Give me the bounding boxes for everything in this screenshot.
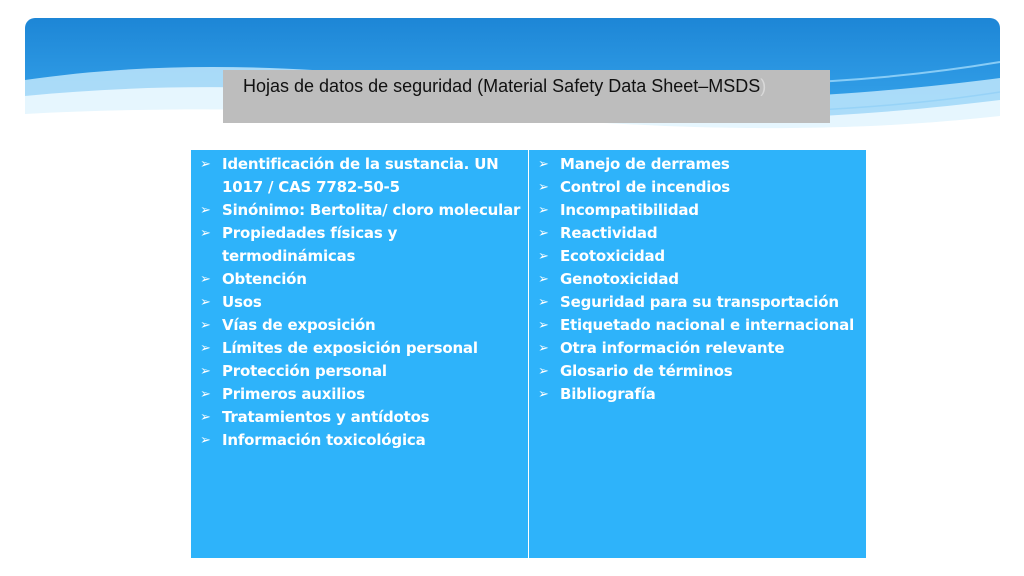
list-item-text: Sinónimo: Bertolita/ cloro molecular (222, 201, 521, 219)
list-item-text: Seguridad para su transportación (560, 293, 839, 311)
list-item (199, 429, 524, 452)
list-item-text: Otra información relevante (560, 339, 785, 357)
list-item (537, 314, 862, 337)
list-item-text: Obtención (222, 270, 307, 288)
arrow-bullet-icon: ➢ (200, 157, 211, 172)
list-item (537, 268, 862, 291)
left-item-list (199, 153, 524, 452)
title-closing-paren: ) (760, 76, 767, 96)
arrow-bullet-icon: ➢ (200, 341, 211, 356)
title-main: Hojas de datos de seguridad (Material Safety Data Sheet–MSDS (243, 76, 761, 96)
arrow-bullet-icon: ➢ (538, 364, 549, 379)
list-item (199, 222, 524, 268)
arrow-bullet-icon: ➢ (200, 318, 211, 333)
list-item (199, 337, 524, 360)
arrow-bullet-icon: ➢ (200, 410, 211, 425)
arrow-bullet-icon: ➢ (538, 157, 549, 172)
arrow-bullet-icon: ➢ (200, 272, 211, 287)
left-column (191, 150, 529, 558)
arrow-bullet-icon: ➢ (200, 387, 211, 402)
list-item (537, 337, 862, 360)
arrow-bullet-icon: ➢ (538, 318, 549, 333)
list-item-text: Etiquetado nacional e internacional (560, 316, 855, 334)
arrow-bullet-icon: ➢ (200, 295, 211, 310)
list-item-text: Tratamientos y antídotos (222, 408, 430, 426)
arrow-bullet-icon: ➢ (538, 387, 549, 402)
list-item-text: Reactividad (560, 224, 658, 242)
list-item-text: Usos (222, 293, 262, 311)
arrow-bullet-icon: ➢ (538, 341, 549, 356)
list-item-text: Control de incendios (560, 178, 731, 196)
list-item (537, 291, 862, 314)
arrow-bullet-icon: ➢ (200, 364, 211, 379)
list-item (199, 314, 524, 337)
arrow-bullet-icon: ➢ (538, 249, 549, 264)
list-item-text: Ecotoxicidad (560, 247, 665, 265)
arrow-bullet-icon: ➢ (538, 180, 549, 195)
arrow-bullet-icon: ➢ (538, 226, 549, 241)
arrow-bullet-icon: ➢ (200, 226, 211, 241)
list-item-text: Manejo de derrames (560, 155, 730, 173)
list-item-text: Bibliografía (560, 385, 656, 403)
list-item-text: Incompatibilidad (560, 201, 699, 219)
arrow-bullet-icon: ➢ (538, 203, 549, 218)
right-item-list (537, 153, 862, 406)
list-item (537, 383, 862, 406)
list-item-text: Primeros auxilios (222, 385, 365, 403)
right-column (529, 150, 866, 558)
title-box (223, 70, 830, 123)
list-item (537, 153, 862, 176)
list-item-text: Propiedades físicas y termodinámicas (222, 224, 398, 265)
list-item (199, 199, 524, 222)
list-item (537, 176, 862, 199)
arrow-bullet-icon: ➢ (538, 272, 549, 287)
arrow-bullet-icon: ➢ (538, 295, 549, 310)
page-title (243, 76, 766, 96)
list-item (537, 360, 862, 383)
list-item-text: Protección personal (222, 362, 387, 380)
list-item (199, 406, 524, 429)
list-item (537, 222, 862, 245)
list-item (199, 383, 524, 406)
list-item-text: Glosario de términos (560, 362, 733, 380)
list-item-text: Límites de exposición personal (222, 339, 478, 357)
list-item-text: Información toxicológica (222, 431, 426, 449)
list-item-text: Identificación de la sustancia. UN 1017 / CAS 7782-50-5 (222, 155, 499, 196)
list-item (537, 199, 862, 222)
list-item (199, 291, 524, 314)
list-item-text: Vías de exposición (222, 316, 376, 334)
arrow-bullet-icon: ➢ (200, 203, 211, 218)
content-table (191, 150, 866, 558)
list-item (199, 268, 524, 291)
list-item (537, 245, 862, 268)
list-item-text: Genotoxicidad (560, 270, 679, 288)
list-item (199, 153, 524, 199)
list-item (199, 360, 524, 383)
arrow-bullet-icon: ➢ (200, 433, 211, 448)
